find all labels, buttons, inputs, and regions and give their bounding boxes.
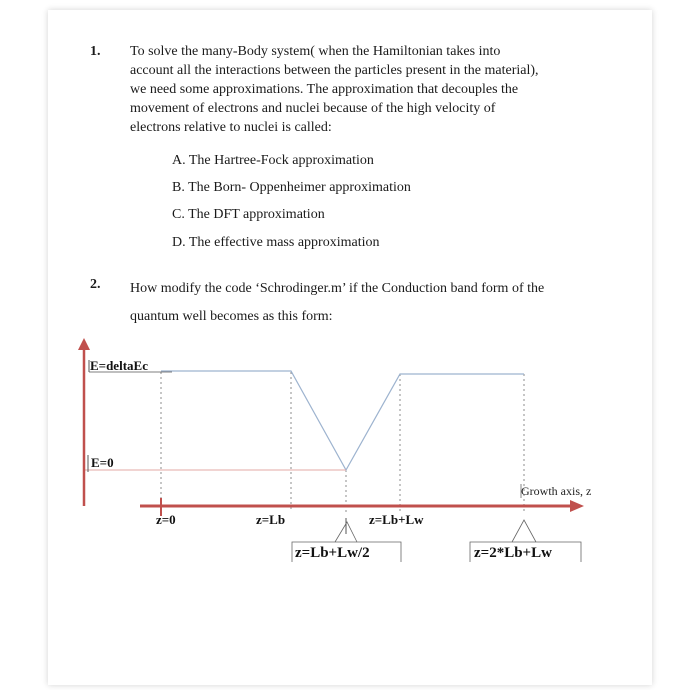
question-1-line: electrons relative to nuclei is called: xyxy=(130,120,332,135)
question-1-line: account all the interactions between the particles present in the material), xyxy=(130,63,539,78)
option-a: A. The Hartree-Fock approximation xyxy=(172,153,374,168)
question-2-number: 2. xyxy=(90,277,101,292)
growth-axis-arrow xyxy=(570,500,584,512)
label-growth-axis: Growth axis, z xyxy=(521,484,592,498)
question-2-line: How modify the code ‘Schrodinger.m’ if the Conduction band form of the xyxy=(130,281,545,296)
label-z2lblw: z=2*Lb+Lw xyxy=(474,545,552,561)
callout-end-pointer xyxy=(512,520,536,542)
band-profile-line xyxy=(161,371,524,470)
option-c: C. The DFT approximation xyxy=(172,207,325,222)
band-profile xyxy=(161,371,524,470)
option-d: D. The effective mass approximation xyxy=(172,235,380,250)
question-1-line: we need some approximations. The approximation that decouples the xyxy=(130,82,519,97)
label-e-delta: E=deltaEc xyxy=(90,358,148,373)
option-b: B. The Born- Oppenheimer approximation xyxy=(172,180,411,195)
question-1-number: 1. xyxy=(90,44,101,59)
question-1-line: movement of electrons and nuclei because of the high velocity of xyxy=(130,101,496,116)
label-zlblw: z=Lb+Lw xyxy=(369,512,424,527)
energy-axis-arrow xyxy=(78,338,90,350)
dashed-guides xyxy=(161,372,524,512)
label-zlblw2: z=Lb+Lw/2 xyxy=(295,545,370,561)
label-z0: z=0 xyxy=(156,512,176,527)
label-e-zero: E=0 xyxy=(91,455,114,470)
question-1-line: To solve the many-Body system( when the Hamiltonian takes into xyxy=(130,44,501,59)
question-2-line: quantum well becomes as this form: xyxy=(130,309,333,324)
label-zlb: z=Lb xyxy=(256,512,286,527)
